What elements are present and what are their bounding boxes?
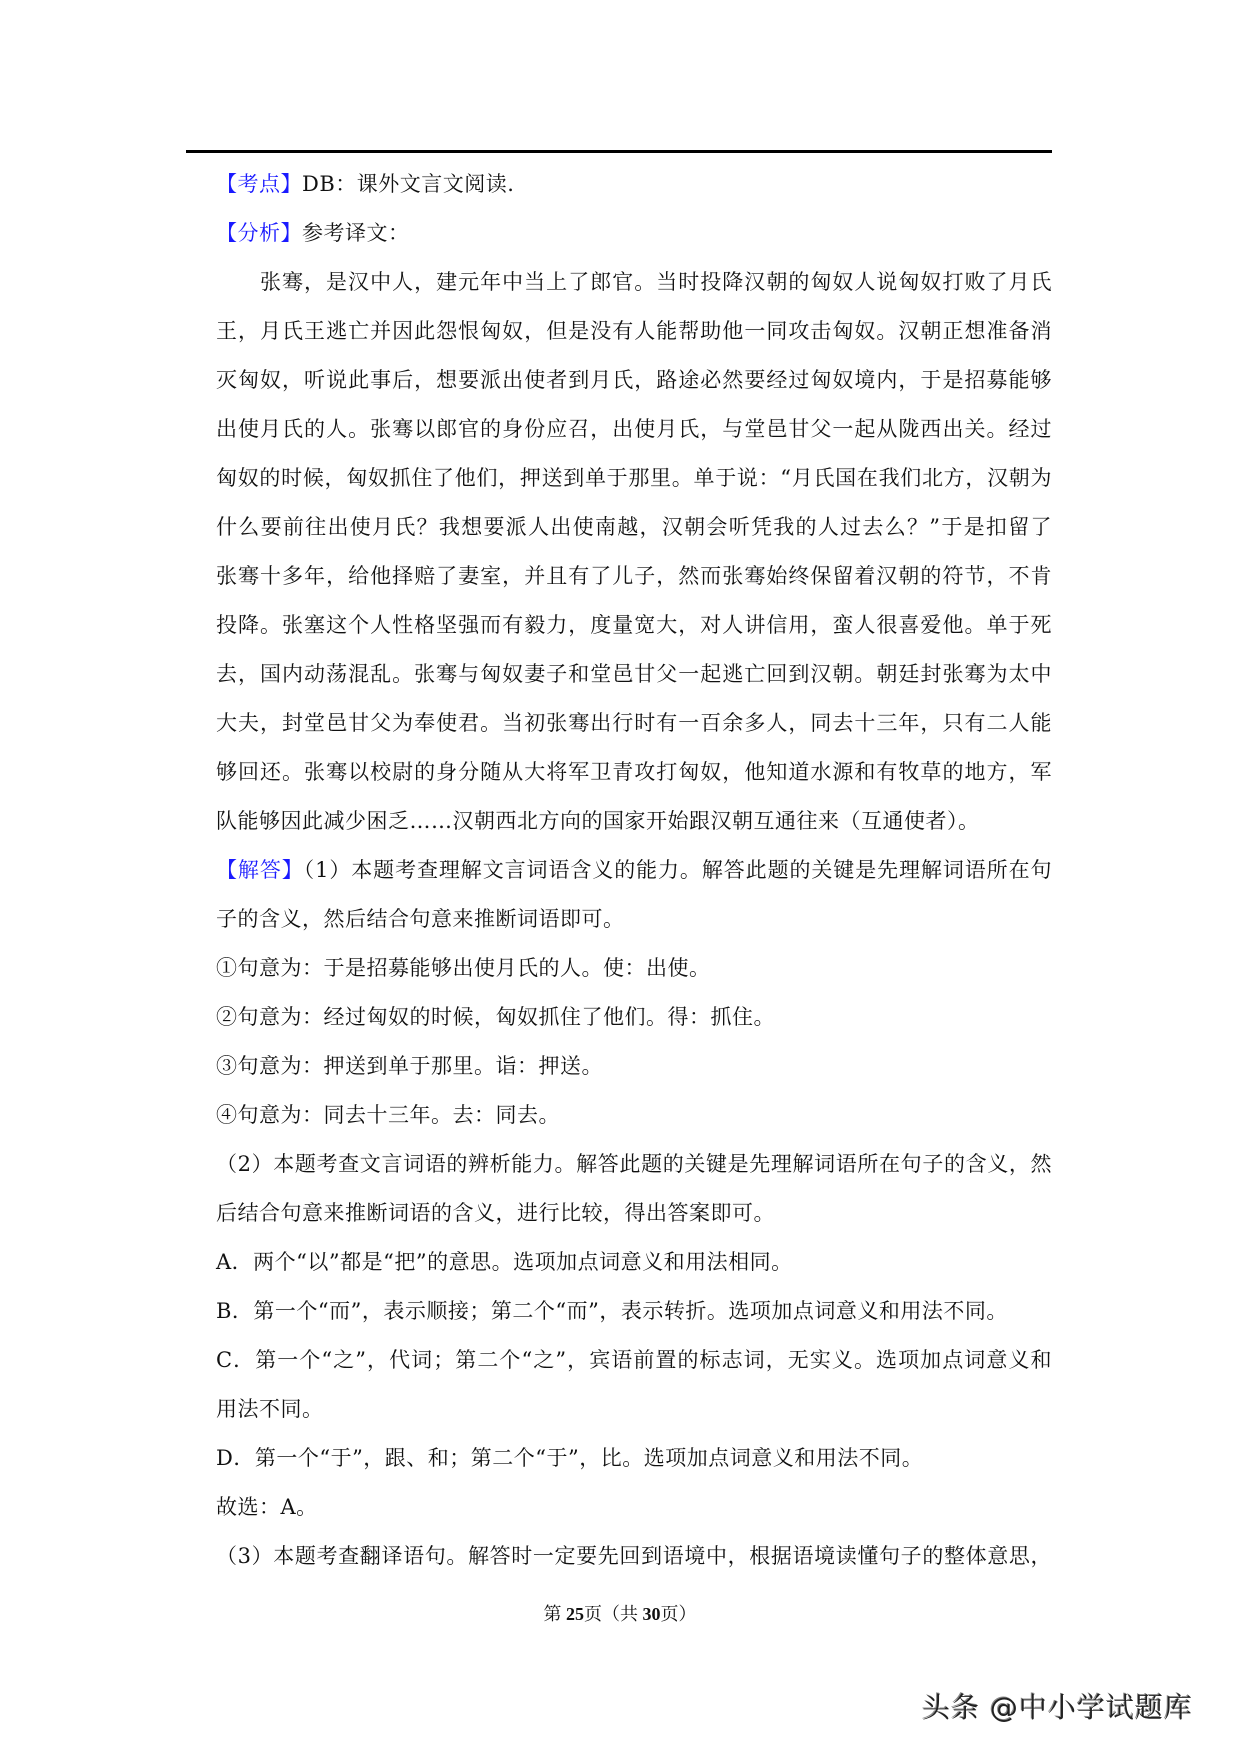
translation-line: 王，月氏王逃亡并因此怨恨匈奴，但是没有人能帮助他一同攻击匈奴。汉朝正想准备消 bbox=[216, 319, 1052, 343]
fenxi-text: 参考译文： bbox=[302, 221, 410, 245]
jieda-item-2: ②句意为：经过匈奴的时候，匈奴抓住了他们。得：抓住。 bbox=[216, 1005, 775, 1029]
total-pages: 30 bbox=[642, 1604, 661, 1624]
watermark: 头条 @中小学试题库 bbox=[922, 1691, 1193, 1724]
translation-line: 灭匈奴，听说此事后，想要派出使者到月氏，路途必然要经过匈奴境内，于是招募能够 bbox=[216, 368, 1052, 392]
translation-line: 队能够因此减少困乏……汉朝西北方向的国家开始跟汉朝互通往来（互通使者）。 bbox=[216, 809, 980, 833]
jieda-part-3: （3）本题考查翻译语句。解答时一定要先回到语境中，根据语境读懂句子的整体意思， bbox=[216, 1544, 1052, 1568]
translation-paragraph bbox=[216, 258, 1052, 846]
translation-line: 什么要前往出使月氏？我想要派人出使南越，汉朝会听凭我的人过去么？”于是扣留了 bbox=[216, 515, 1052, 539]
kaodian-label: 【考点】 bbox=[216, 172, 302, 196]
page-footer bbox=[0, 1600, 1240, 1626]
fenxi-line bbox=[216, 209, 1052, 258]
translation-line: 张骞，是汉中人，建元年中当上了郎官。当时投降汉朝的匈奴人说匈奴打败了月氏 bbox=[260, 270, 1052, 294]
translation-line: 匈奴的时候，匈奴抓住了他们，押送到单于那里。单于说：“月氏国在我们北方，汉朝为 bbox=[216, 466, 1052, 490]
translation-line: 出使月氏的人。张骞以郎官的身份应召，出使月氏，与堂邑甘父一起从陇西出关。经过 bbox=[216, 417, 1052, 441]
jieda-section bbox=[216, 846, 1052, 1581]
option-c: C．第一个“之”，代词；第二个“之”，宾语前置的标志词，无实义。选项加点词意义和 bbox=[216, 1348, 1052, 1372]
jieda-line: 子的含义，然后结合句意来推断词语即可。 bbox=[216, 907, 625, 931]
translation-line: 投降。张塞这个人性格坚强而有毅力，度量宽大，对人讲信用，蛮人很喜爱他。单于死 bbox=[216, 613, 1052, 637]
jieda-text: （1）本题考查理解文言词语含义的能力。解答此题的关键是先理解词语所在句 bbox=[303, 858, 1053, 882]
current-page: 25 bbox=[566, 1604, 584, 1624]
jieda-item-1: ①句意为：于是招募能够出使月氏的人。使：出使。 bbox=[216, 956, 711, 980]
jieda-line: 后结合句意来推断词语的含义，进行比较，得出答案即可。 bbox=[216, 1201, 775, 1225]
page-content bbox=[216, 160, 1052, 1581]
translation-line: 张骞十多年，给他择赔了妻室，并且有了儿子，然而张骞始终保留着汉朝的符节，不肯 bbox=[216, 564, 1052, 588]
option-d: D．第一个“于”，跟、和；第二个“于”，比。选项加点词意义和用法不同。 bbox=[216, 1446, 924, 1470]
jieda-label: 【解答】 bbox=[216, 858, 304, 882]
answer-choice: 故选：A。 bbox=[216, 1495, 318, 1519]
translation-line: 大夫，封堂邑甘父为奉使君。当初张骞出行时有一百余多人，同去十三年，只有二人能 bbox=[216, 711, 1052, 735]
option-a: A．两个“以”都是“把”的意思。选项加点词意义和用法相同。 bbox=[216, 1250, 793, 1274]
footer-suffix: 页） bbox=[660, 1604, 697, 1624]
footer-prefix: 第 bbox=[543, 1604, 566, 1624]
translation-line: 够回还。张骞以校尉的身分随从大将军卫青攻打匈奴，他知道水源和有牧草的地方，军 bbox=[216, 760, 1052, 784]
option-b: B．第一个“而”，表示顺接；第二个“而”，表示转折。选项加点词意义和用法不同。 bbox=[216, 1299, 1008, 1323]
jieda-line bbox=[216, 846, 1052, 895]
kaodian-line bbox=[216, 160, 1052, 209]
translation-line: 去，国内动荡混乱。张骞与匈奴妻子和堂邑甘父一起逃亡回到汉朝。朝廷封张骞为太中 bbox=[216, 662, 1052, 686]
fenxi-label: 【分析】 bbox=[216, 221, 302, 245]
jieda-item-3: ③句意为：押送到单于那里。诣：押送。 bbox=[216, 1054, 603, 1078]
header-rule bbox=[186, 150, 1052, 153]
jieda-item-4: ④句意为：同去十三年。去：同去。 bbox=[216, 1103, 560, 1127]
jieda-part-2: （2）本题考查文言词语的辨析能力。解答此题的关键是先理解词语所在句子的含义，然 bbox=[216, 1152, 1052, 1176]
option-c-cont: 用法不同。 bbox=[216, 1397, 324, 1421]
kaodian-text: DB：课外文言文阅读. bbox=[302, 172, 515, 196]
footer-mid: 页（共 bbox=[584, 1604, 643, 1624]
